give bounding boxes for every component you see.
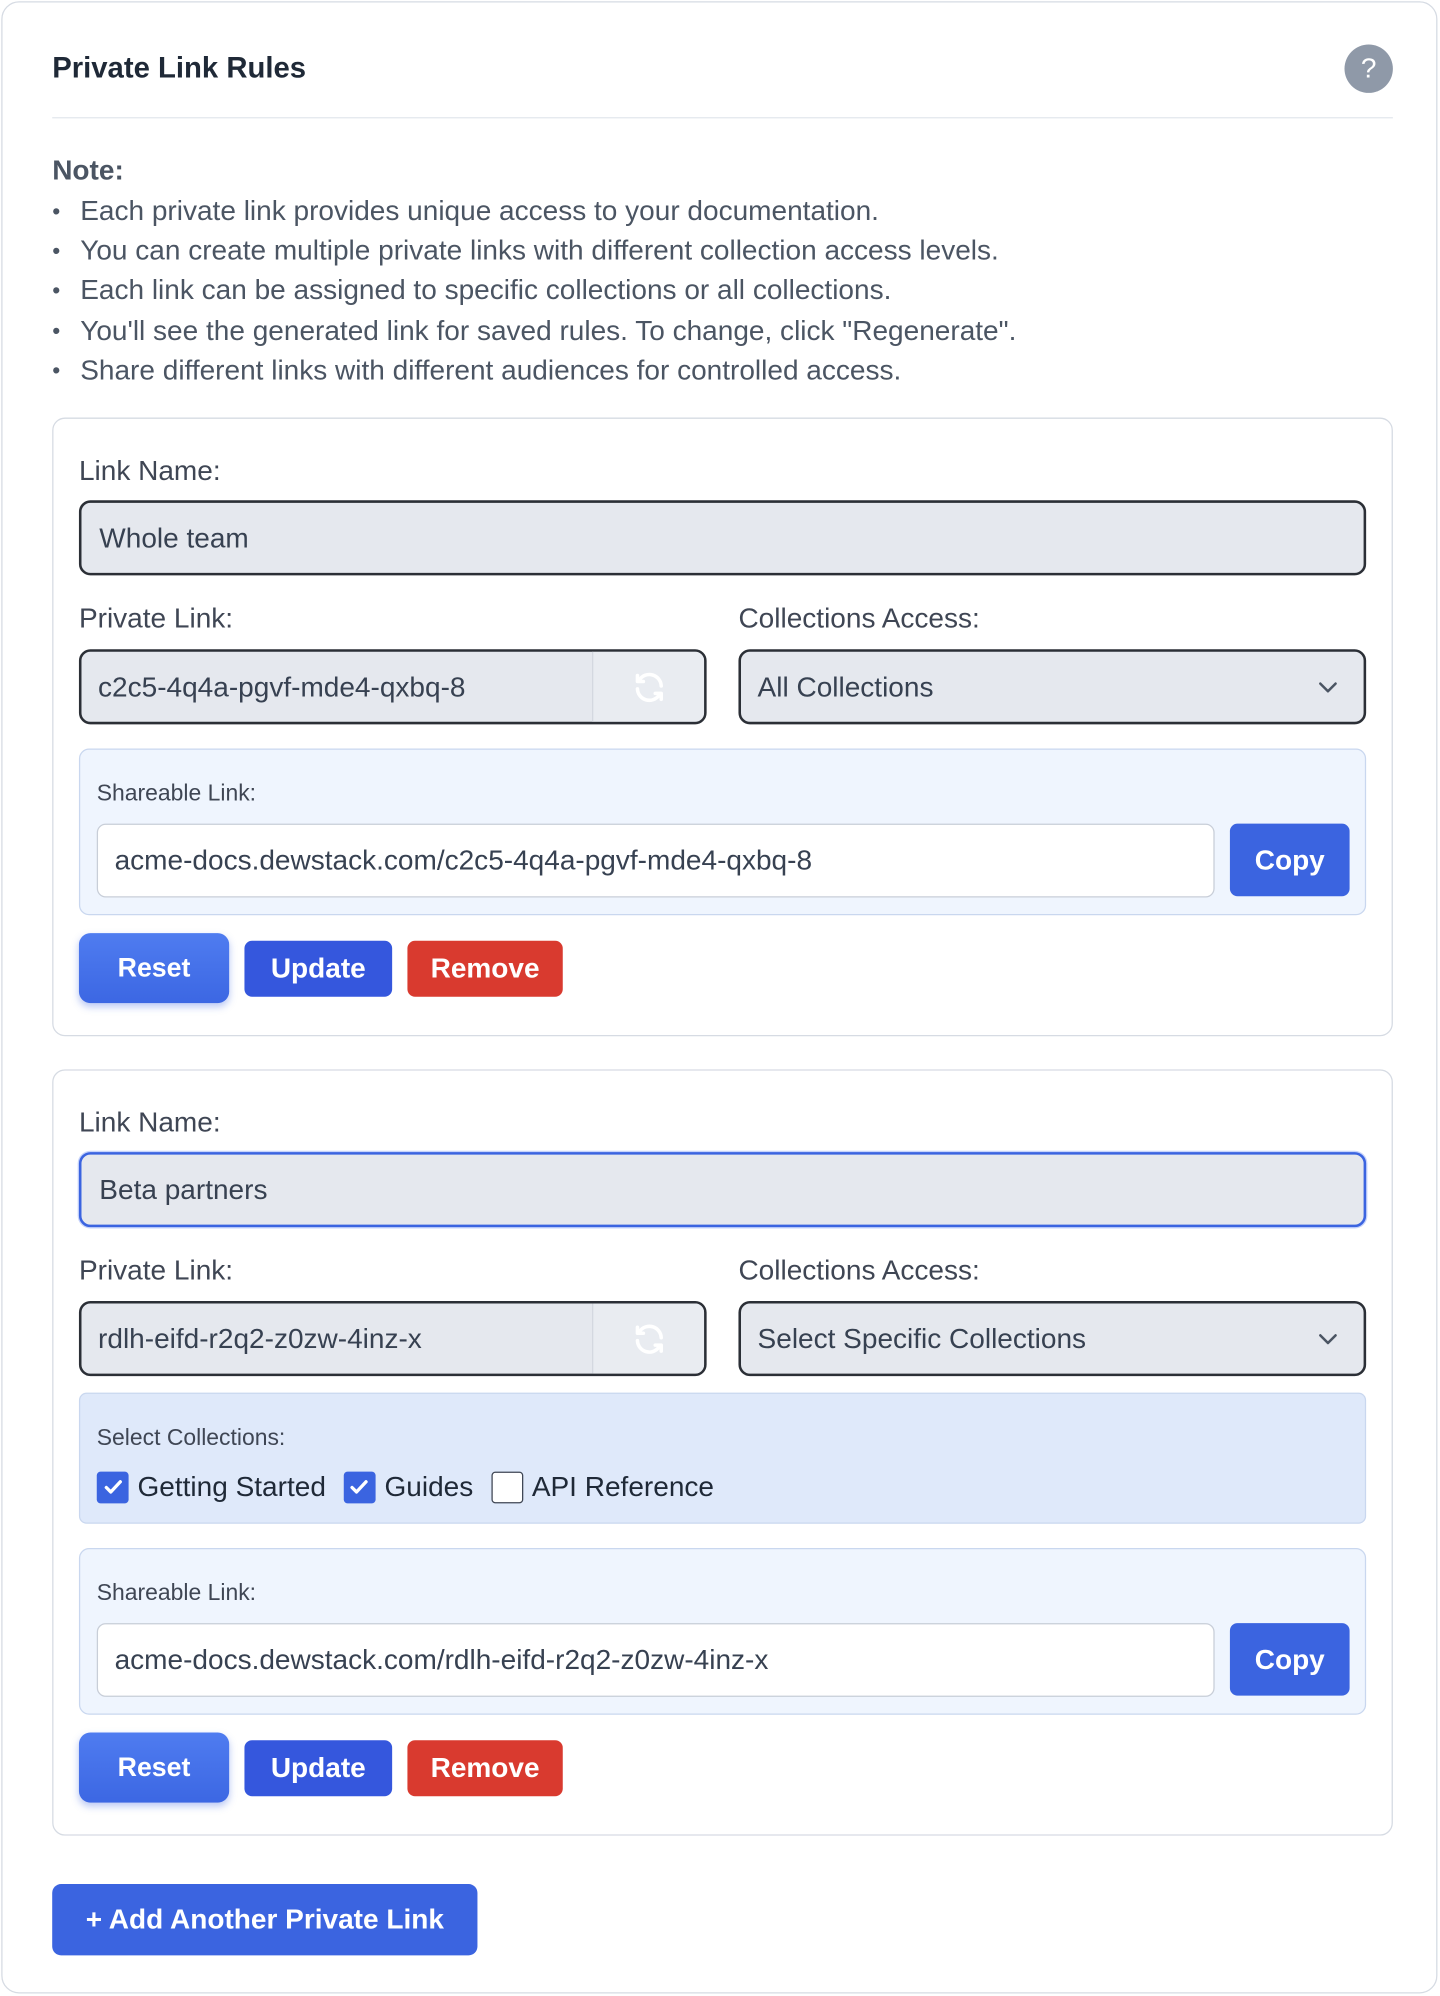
collection-option-getting-started[interactable] [97, 1470, 326, 1503]
checkbox-checked[interactable] [97, 1471, 129, 1503]
collection-label: Guides [384, 1470, 474, 1503]
chevron-down-icon [1315, 1304, 1340, 1374]
chevron-down-icon [1315, 652, 1340, 722]
collections-access-value: All Collections [757, 670, 934, 703]
reset-button[interactable]: Reset [79, 1733, 229, 1803]
divider [52, 117, 1393, 118]
select-collections-label: Select Collections: [96, 1424, 286, 1450]
copy-button[interactable]: Copy [1230, 1623, 1350, 1696]
regenerate-button[interactable] [592, 1304, 704, 1374]
note-item: • Each private link provides unique access to your documentation. [52, 194, 879, 227]
shareable-link-panel [79, 1548, 1366, 1715]
select-collections-panel [79, 1393, 1366, 1524]
help-icon[interactable]: ? [1344, 45, 1392, 93]
note-list [52, 193, 1325, 392]
collections-access-label: Collections Access: [738, 1253, 980, 1286]
check-icon [101, 1475, 124, 1498]
collection-label: Getting Started [137, 1470, 326, 1503]
page-title: Private Link Rules [52, 50, 307, 85]
refresh-icon [631, 1321, 667, 1357]
refresh-icon [631, 669, 667, 705]
private-link-value: rdlh-eifd-r2q2-z0zw-4inz-x [98, 1322, 422, 1355]
checkbox-unchecked[interactable] [491, 1471, 523, 1503]
shareable-link-label: Shareable Link: [96, 1579, 257, 1606]
collection-option-api-reference[interactable] [491, 1470, 714, 1503]
add-private-link-button[interactable]: + Add Another Private Link [52, 1884, 477, 1955]
shareable-link-panel [79, 749, 1366, 916]
update-button[interactable]: Update [244, 1740, 392, 1796]
update-button[interactable]: Update [244, 941, 392, 997]
collection-option-guides[interactable] [344, 1470, 474, 1503]
check-icon [348, 1475, 371, 1498]
private-link-value: c2c5-4q4a-pgvf-mde4-qxbq-8 [98, 670, 466, 703]
collection-label: API Reference [531, 1470, 714, 1503]
private-link-rule [52, 418, 1393, 1037]
note-label: Note: [52, 154, 124, 186]
link-name-input[interactable]: Beta partners [79, 1152, 1366, 1227]
reset-button[interactable]: Reset [79, 933, 229, 1003]
shareable-link-input[interactable]: acme-docs.dewstack.com/c2c5-4q4a-pgvf-mde4-qxbq-8 [97, 824, 1215, 898]
note-item: • Share different links with different audiences for controlled access. [52, 353, 902, 386]
link-name-label: Link Name: [78, 454, 221, 487]
remove-button[interactable]: Remove [407, 1740, 562, 1796]
note-item: • You'll see the generated link for saved rules. To change, click "Regenerate". [52, 313, 1017, 346]
private-link-field [79, 649, 707, 724]
collections-access-select[interactable] [738, 649, 1366, 724]
copy-button[interactable]: Copy [1230, 824, 1350, 897]
link-name-input[interactable]: Whole team [79, 500, 1366, 575]
collections-access-select[interactable] [738, 1301, 1366, 1376]
collections-access-value: Select Specific Collections [757, 1322, 1087, 1355]
private-link-rules-card [1, 1, 1437, 1993]
shareable-link-label: Shareable Link: [96, 780, 257, 806]
checkbox-checked[interactable] [344, 1471, 376, 1503]
note-item: • You can create multiple private links with different collection access levels. [52, 234, 999, 267]
remove-button[interactable]: Remove [407, 941, 562, 997]
shareable-link-input[interactable]: acme-docs.dewstack.com/rdlh-eifd-r2q2-z0zw-4inz-x [97, 1623, 1215, 1697]
private-link-field [79, 1301, 707, 1376]
link-name-label: Link Name: [78, 1106, 221, 1139]
collections-checkbox-group [97, 1470, 732, 1503]
private-link-label: Private Link: [78, 602, 234, 634]
collections-access-label: Collections Access: [738, 602, 980, 634]
private-link-label: Private Link: [78, 1253, 234, 1286]
regenerate-button[interactable] [592, 652, 704, 722]
private-link-rule [52, 1069, 1393, 1835]
note-item: • Each link can be assigned to specific collections or all collections. [52, 274, 892, 306]
